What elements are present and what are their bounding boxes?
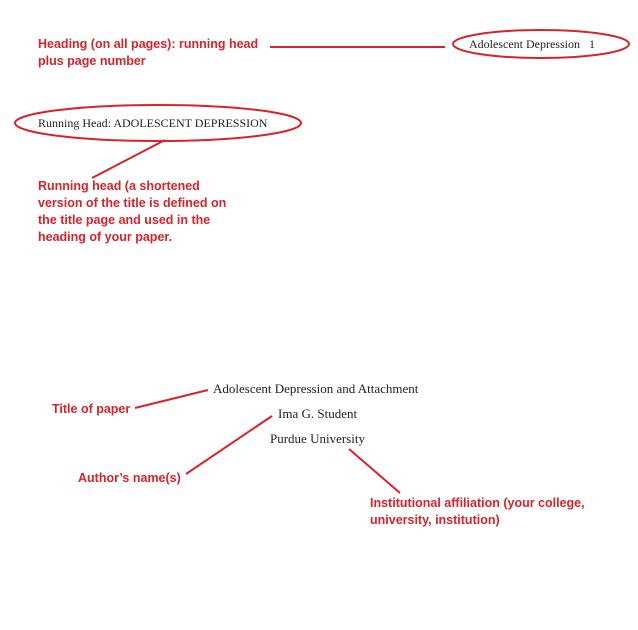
paper-title: Adolescent Depression and Attachment	[213, 381, 419, 396]
heading-note-line2: plus page number	[38, 54, 146, 68]
institution-pointer-line	[349, 449, 400, 493]
institution-note-line1: Institutional affiliation (your college,	[370, 496, 585, 510]
institution-note-line2: university, institution)	[370, 513, 500, 527]
running-head-text: Running Head: ADOLESCENT DEPRESSION	[38, 116, 268, 130]
title-pointer-line	[135, 390, 208, 408]
title-note: Title of paper	[52, 402, 131, 416]
institution-note	[370, 495, 585, 529]
heading-note-line1: Heading (on all pages): running head	[38, 37, 259, 51]
author-note: Author’s name(s)	[78, 471, 181, 485]
header-running-head: Adolescent Depression	[469, 37, 580, 51]
author-pointer-line	[186, 416, 272, 474]
page-number: 1	[588, 37, 595, 51]
running-head-note: Running head (a shortened version of the title is defined on the title page and used in the heading of your paper.	[38, 179, 227, 244]
institution-name: Purdue University	[270, 431, 365, 446]
heading-note	[38, 36, 258, 70]
running-head-pointer-line	[92, 140, 165, 178]
page-header	[469, 37, 595, 52]
author-name: Ima G. Student	[278, 406, 358, 421]
